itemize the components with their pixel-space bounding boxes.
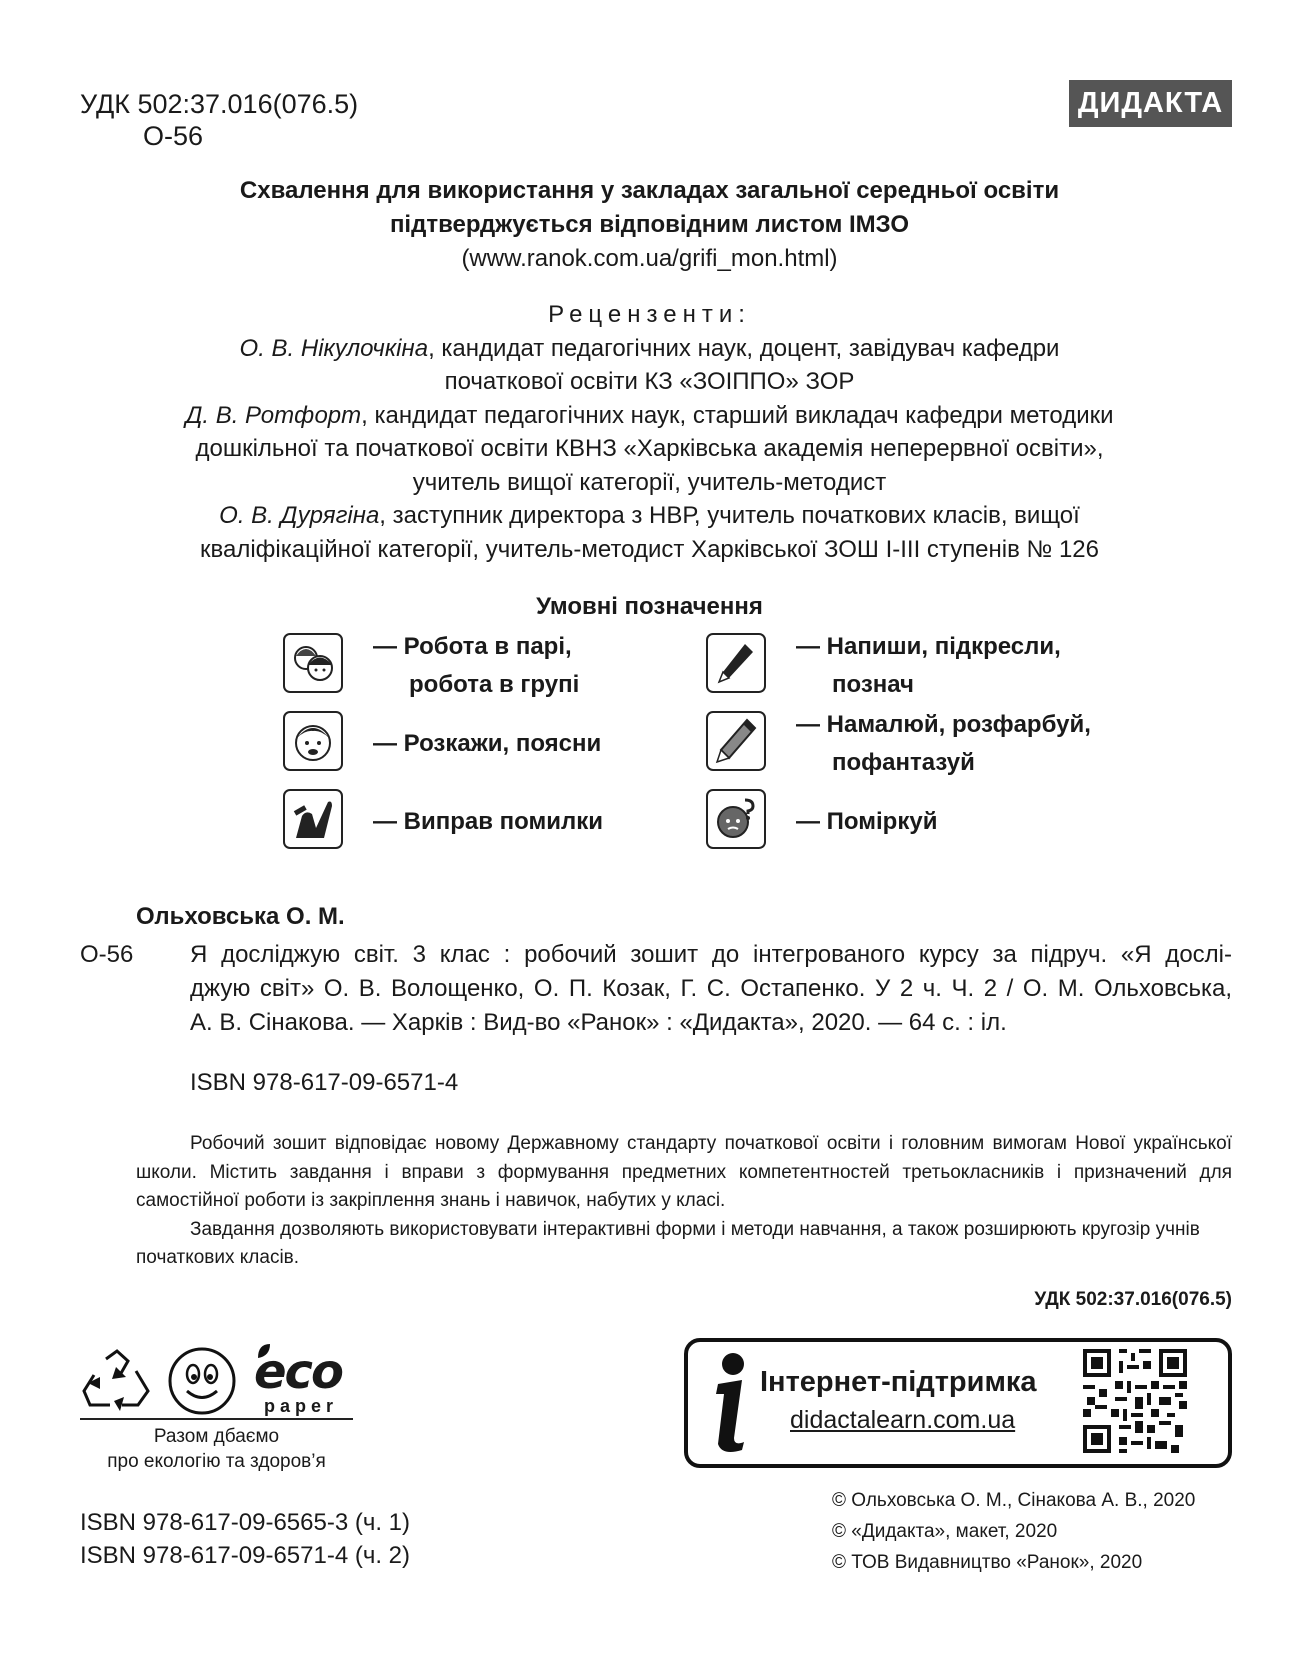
bibliographic-line-3: А. В. Сінакова. — Харків : Вид-во «Ранок» : «Дидакта», 2020. — 64 с. : іл. [190, 1009, 1007, 1036]
pair-work-icon [283, 633, 343, 693]
approval-block [0, 174, 1299, 276]
isbn-list [80, 1506, 410, 1572]
udk-bottom: УДК 502:37.016(076.5) [1034, 1289, 1232, 1310]
legend-item-5-line-1: — Намалюй, розфарбуй, [796, 711, 1091, 738]
reviewer-3-line-2: кваліфікаційної категорії, учитель-методист Харківської ЗОШ І-ІІІ ступенів № 126 [200, 535, 1099, 563]
info-icon [704, 1352, 754, 1461]
annotation [136, 1130, 1232, 1273]
reviewer-3-name: О. В. Дурягіна [219, 502, 380, 529]
copyright-line-2: © «Дидакта», макет, 2020 [832, 1521, 1058, 1542]
approval-line-1: Схвалення для використання у закладах загальної середньої освіти [239, 177, 1060, 204]
reviewers-block [0, 298, 1299, 566]
legend-item-5 [796, 706, 1091, 782]
isbn-main: ISBN 978-617-09-6571-4 [190, 1069, 459, 1096]
copyright-line-3: © ТОВ Видавництво «Ранок», 2020 [832, 1552, 1143, 1573]
legend-item-1 [373, 628, 579, 704]
approval-line-2: підтверджується відповідним листом ІМЗО [389, 211, 910, 238]
pen-write-icon [706, 633, 766, 693]
legend-item-1-line-2: робота в групі [409, 671, 580, 698]
think-icon [706, 789, 766, 849]
annotation-paragraph-1: Робочий зошит відповідає новому Державному стандарту початкової освіти і головним вимогам Нової української школи. Містить завдання і вправи з формування предметних компетентностей третьокласників і призначений для самостійної роботи із закріплення знань і навичок, набутих у класі. [136, 1133, 1232, 1211]
eco-slogan [80, 1424, 353, 1474]
index-code: О-56 [143, 121, 204, 151]
pencil-draw-icon [706, 711, 766, 771]
reviewer-3-text: , заступник директора з НВР, учитель початкових класів, вищої [379, 502, 1080, 529]
eco-slogan-line-1: Разом дбаємо [153, 1426, 280, 1447]
udk-code: УДК 502:37.016(076.5) [80, 89, 359, 119]
approval-url: (www.ranok.com.ua/grifi_mon.html) [461, 245, 838, 272]
legend-item-5-line-2: пофантазуй [832, 749, 975, 776]
reviewers-heading: Рецензенти: [548, 301, 751, 328]
smiley-icon [167, 1346, 237, 1421]
eco-paper-word: paper [264, 1396, 339, 1416]
legend-item-3 [373, 803, 603, 841]
legend-item-4 [796, 628, 1061, 704]
support-title: Інтернет-підтримка [760, 1366, 1037, 1398]
legend-item-1-line-1: — Робота в парі, [373, 633, 572, 660]
fix-mistakes-icon [283, 789, 343, 849]
isbn-part-2: ISBN 978-617-09-6571-4 (ч. 2) [80, 1542, 411, 1569]
reviewer-2-line-3: учитель вищої категорії, учитель-методист [412, 468, 887, 496]
annotation-paragraph-2: Завдання дозволяють використовувати інтерактивні форми і методи навчання, а також розширюють кругозір учнів початкових класів. [136, 1218, 1200, 1268]
eco-slogan-line-2: про екологію та здоров’я [107, 1451, 326, 1472]
eco-word: eco [254, 1344, 342, 1400]
legend-item-2 [373, 725, 601, 763]
bibliographic-code: О-56 [80, 941, 134, 968]
copyright-block [832, 1485, 1195, 1578]
legend-title: Умовні позначення [536, 593, 763, 620]
legend-item-4-line-1: — Напиши, підкресли, [796, 633, 1061, 660]
copyright-line-1: © Ольховська О. М., Сінакова А. В., 2020 [832, 1490, 1196, 1511]
reviewer-2-text: , кандидат педагогічних наук, старший викладач кафедри методики [361, 401, 1114, 429]
udk-header [80, 88, 358, 152]
reviewer-1-line-2: початкової освіти КЗ «ЗОІППО» ЗОР [444, 368, 855, 395]
reviewer-2 [0, 399, 1299, 433]
isbn-part-1: ISBN 978-617-09-6565-3 (ч. 1) [80, 1509, 411, 1536]
eco-divider [80, 1418, 353, 1420]
legend-item-3-line-1: — Виправ помилки [373, 808, 604, 835]
reviewer-2-name: Д. В. Ротфорт [185, 401, 362, 429]
recycle-icon [80, 1347, 154, 1420]
legend-item-2-line-1: — Розкажи, поясни [373, 730, 602, 757]
bibliographic-line-1: Я досліджую світ. 3 клас : робочий зошит до інтегрованого курсу за підруч. «Я дослі- [190, 941, 1232, 968]
legend-item-6 [796, 803, 937, 841]
reviewer-1-text: , кандидат педагогічних наук, доцент, завідувач кафедри [428, 334, 1060, 362]
reviewer-3 [0, 499, 1299, 533]
publisher-logo: ДИДАКТА [1069, 80, 1232, 127]
bibliographic-line-2: джую світ» О. В. Волощенко, О. П. Козак, Г. С. Остапенко. У 2 ч. Ч. 2 / О. М. Ольховська, [190, 975, 1232, 1002]
reviewer-1 [0, 332, 1299, 366]
legend-item-6-line-1: — Поміркуй [796, 808, 938, 835]
author-name: Ольховська О. М. [136, 903, 345, 930]
reviewer-1-name: О. В. Нікулочкіна [239, 334, 429, 362]
reviewer-2-line-2: дошкільної та початкової освіти КВНЗ «Харківська академія неперервної освіти», [195, 435, 1104, 462]
support-url[interactable]: didactalearn.com.ua [790, 1406, 1016, 1434]
legend-item-4-line-2: познач [832, 671, 914, 698]
qr-code-icon [1083, 1349, 1187, 1458]
bibliographic-entry [80, 938, 1232, 1040]
tell-explain-icon [283, 711, 343, 771]
